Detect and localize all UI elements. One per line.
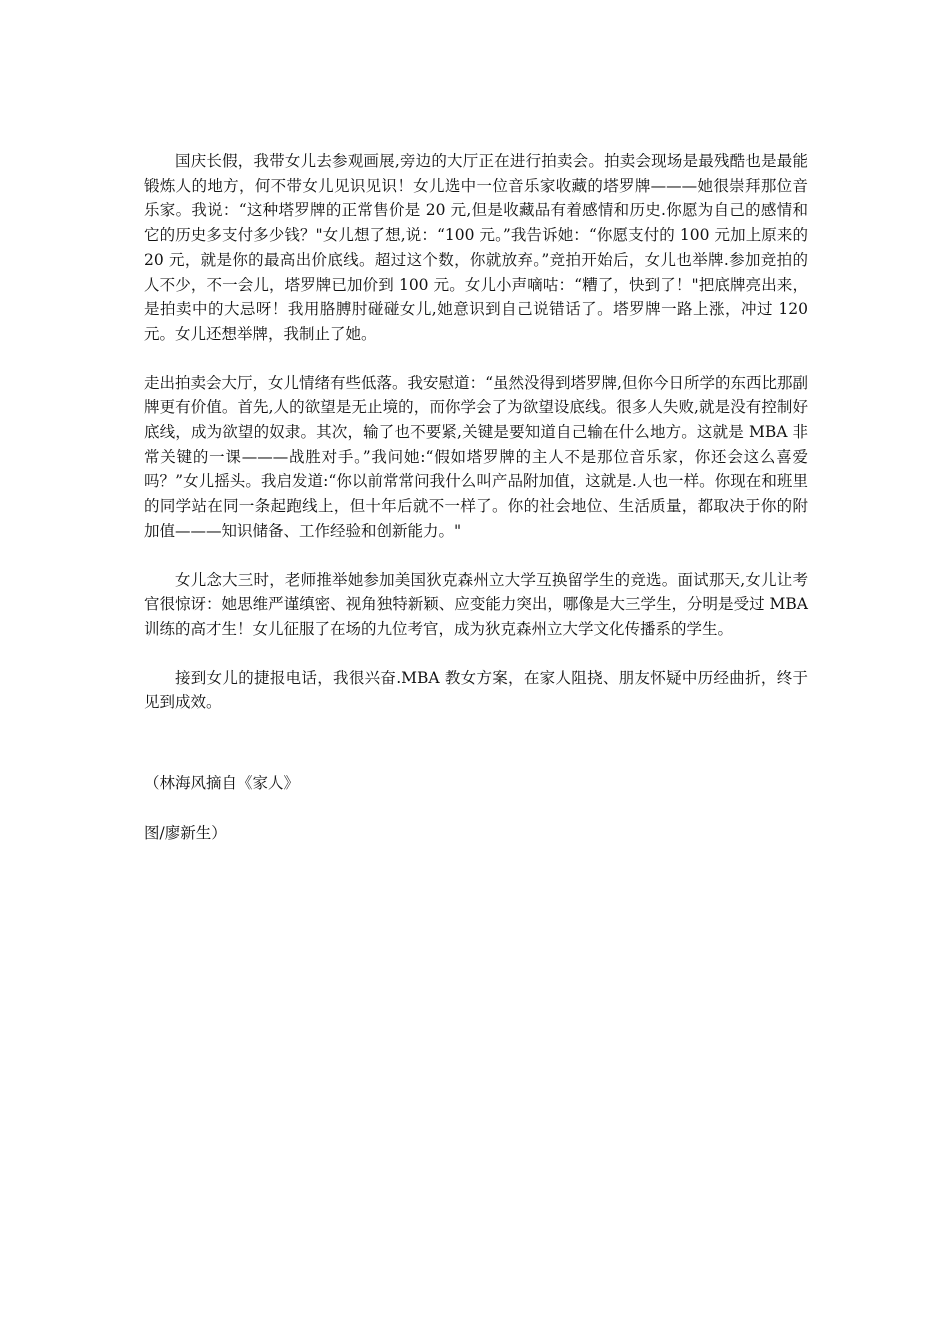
- article-body: [144, 149, 813, 845]
- paragraph-exchange-student: 女儿念大三时，老师推举她参加美国狄克森州立大学互换留学生的竞选。面试那天,女儿让考官很惊讶：她思维严谨缜密、视角独特新颖、应变能力突出，哪像是大三学生，分明是受过 MBA 训练的高才生！女儿征服了在场的九位考官，成为狄克森州立大学文化传播系的学生。: [144, 570, 813, 638]
- illustration-credit: 图/廖新生）: [144, 824, 227, 843]
- paragraph-auction: 国庆长假，我带女儿去参观画展,旁边的大厅正在进行拍卖会。拍卖会现场是最残酷也是最能锻炼人的地方，何不带女儿见识见识！女儿选中一位音乐家收藏的塔罗牌———她很崇拜那位音乐家。我说：“这种塔罗牌的正常售价是 20 元,但是收藏品有着感情和历史.你愿为自己的感情和它的历史多支付多少钱？"女儿想了想,说：“100 元。”我告诉她：“你愿支付的 100 元加上原来的 20 元，就是你的最高出价底线。超过这个数，你就放弃。”竞拍开始后，女儿也举牌.参加竞拍的人不少，不一会儿，塔罗牌已加价到 100 元。女儿小声嘀咕：“糟了，快到了！"把底牌亮出来，是拍卖中的大忌呀！我用胳膊肘碰碰女儿,她意识到自己说错话了。塔罗牌一路上涨，冲过 120 元。女儿还想举牌，我制止了她。: [144, 152, 813, 343]
- source-credit: （林海风摘自《家人》: [144, 774, 300, 793]
- paragraph-lesson: 走出拍卖会大厅，女儿情绪有些低落。我安慰道：“虽然没得到塔罗牌,但你今日所学的东西比那副牌更有价值。首先,人的欲望是无止境的，而你学会了为欲望设底线。很多人失败,就是没有控制好底线，成为欲望的奴隶。其次，输了也不要紧,关键是要知道自己输在什么地方。这就是 MBA 非常关键的一课———战胜对手。”我问她:“假如塔罗牌的主人不是那位音乐家，你还会这么喜爱吗？”女儿摇头。我启发道:“你以前常常问我什么叫产品附加值，这就是.人也一样。你现在和班里的同学站在同一条起跑线上，但十年后就不一样了。你的社会地位、生活质量，都取决于你的附加值———知识储备、工作经验和创新能力。": [144, 373, 808, 540]
- paragraph-result: 接到女儿的捷报电话，我很兴奋.MBA 教女方案，在家人阻挠、朋友怀疑中历经曲折，终于见到成效。: [144, 668, 808, 712]
